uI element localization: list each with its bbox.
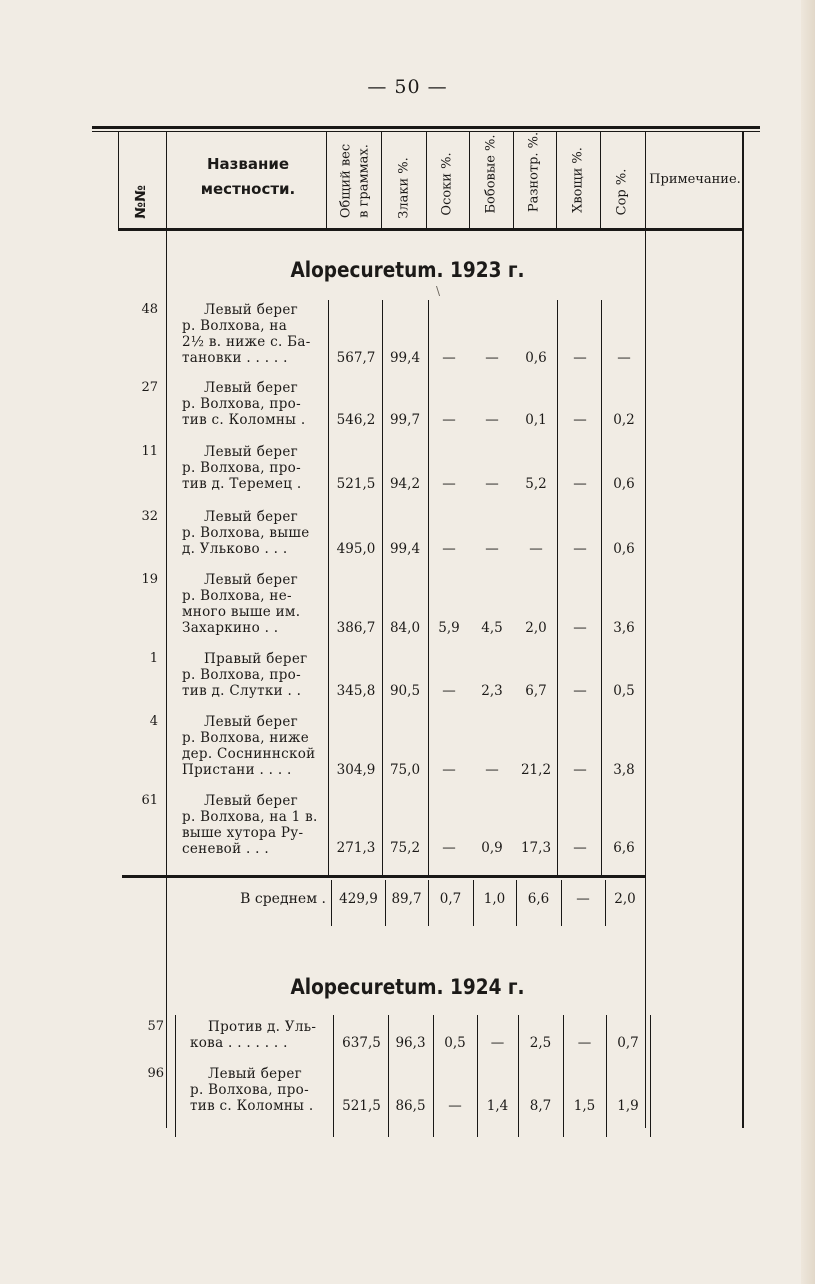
forbs-value: 5,2 (525, 476, 547, 492)
weight-value: 495,0 (336, 541, 376, 557)
page-edge (801, 0, 815, 1284)
legumes-value: — (485, 541, 499, 557)
weeds-value: 0,5 (613, 683, 635, 699)
row-number: 61 (141, 793, 158, 808)
section-title-1924: Alopecuretum. 1924 г. (290, 975, 525, 999)
page-number: — 50 — (367, 76, 448, 98)
weight-value: 521,5 (336, 476, 376, 492)
col-grasses-right-header (426, 131, 427, 231)
weeds-value: 1,9 (617, 1098, 639, 1114)
sedges-value: — (442, 840, 456, 856)
header-weight-line1: Общий вес (338, 143, 354, 219)
section2-col-nn-right (175, 1015, 176, 1137)
average-sedges: 0,7 (439, 891, 462, 907)
left-border (118, 131, 119, 231)
horsetails-value: — (577, 1035, 592, 1051)
forbs-value: 17,3 (520, 840, 552, 856)
section1-col-name-right (328, 300, 329, 875)
average-weight: 429,9 (339, 891, 378, 907)
weight-value: 546,2 (336, 412, 376, 428)
header-horsetails: Хвощи %. (570, 147, 586, 213)
row-number: 11 (141, 444, 158, 459)
weight-value: 345,8 (336, 683, 376, 699)
section2-col-name-right (333, 1015, 334, 1137)
average-forbs: 6,6 (527, 891, 550, 907)
header-forbs: Разнотр. %. (526, 131, 542, 213)
sedges-value: 5,9 (438, 620, 460, 636)
sedges-value: — (442, 541, 456, 557)
place-name: Правый берег р. Волхова, про- тив д. Слутки . . (182, 651, 308, 699)
header-nn: №№ (133, 185, 149, 219)
section1-col-forbs-right (557, 300, 558, 875)
legumes-value: 0,9 (481, 840, 503, 856)
weeds-value: 0,7 (617, 1035, 639, 1051)
forbs-value: 0,6 (525, 350, 547, 366)
weight-value: 304,9 (336, 762, 376, 778)
row-number: 32 (141, 509, 158, 524)
weight-value: 521,5 (342, 1098, 381, 1114)
col-legumes-right-header (513, 131, 514, 231)
place-name: Левый берег р. Волхова, выше д. Ульково . . . (182, 509, 310, 557)
sedges-value: — (448, 1098, 462, 1114)
row-number: 27 (141, 380, 158, 395)
row-number: 48 (141, 302, 158, 317)
grasses-value: 75,0 (389, 762, 421, 778)
col-horsetails-right-header (600, 131, 601, 231)
col-sedges-right-header (469, 131, 470, 231)
section1-col-horsetails-right (601, 300, 602, 875)
header-weight-line2: в граммах. (356, 144, 372, 218)
sedges-value: — (442, 476, 456, 492)
horsetails-value: — (573, 683, 587, 699)
section2-col-legumes-right (518, 1015, 519, 1137)
section2-col-sedges-right (477, 1015, 478, 1137)
header-name (168, 152, 328, 202)
forbs-value: 8,7 (529, 1098, 552, 1114)
grasses-value: 96,3 (395, 1035, 426, 1051)
grasses-value: 94,2 (389, 476, 421, 492)
header-sedges: Осоки %. (439, 152, 455, 216)
header-weeds: Сор %. (614, 168, 630, 216)
row-number: 19 (141, 572, 158, 587)
legumes-value: — (485, 762, 499, 778)
weeds-value: 6,6 (613, 840, 635, 856)
col-weight-right-header (381, 131, 382, 231)
place-name: Левый берег р. Волхова, не- много выше им. Захаркино . . (182, 572, 301, 636)
header-grasses: Злаки %. (396, 157, 412, 219)
place-name: Левый берег р. Волхова, на 1 в. выше хутора Ру- сеневой . . . (182, 793, 318, 857)
sedges-value: — (442, 350, 456, 366)
weight-value: 271,3 (336, 840, 376, 856)
forbs-value: 2,0 (525, 620, 547, 636)
row-number: 4 (149, 714, 158, 729)
legumes-value: 2,3 (481, 683, 503, 699)
section-title-1923: Alopecuretum. 1923 г. (290, 258, 525, 282)
header-name-line1: Название (206, 155, 290, 173)
average-label: В среднем . (240, 891, 326, 907)
section2-col-weeds-right (650, 1015, 651, 1137)
grasses-value: 75,2 (389, 840, 421, 856)
header-name-line2: местности. (200, 180, 296, 198)
average-top-rule (122, 875, 646, 878)
weeds-value: 0,6 (613, 541, 635, 557)
header-bottom-rule (118, 228, 742, 231)
place-name: Левый берег р. Волхова, про- тив д. Теремец . (182, 444, 302, 492)
row-number: 96 (147, 1066, 164, 1081)
forbs-value: 2,5 (529, 1035, 552, 1051)
grasses-value: 86,5 (395, 1098, 426, 1114)
place-name: Левый берег р. Волхова, про- тив с. Коломны . (182, 380, 306, 428)
place-name: Левый берег р. Волхова, про- тив с. Коломны . (190, 1066, 314, 1114)
average-legumes: 1,0 (483, 891, 506, 907)
weeds-value: 3,6 (613, 620, 635, 636)
forbs-value: 21,2 (520, 762, 552, 778)
sedges-value: — (442, 762, 456, 778)
weeds-value: 0,2 (613, 412, 635, 428)
horsetails-value: — (573, 412, 587, 428)
grasses-value: 99,4 (389, 350, 421, 366)
horsetails-value: — (573, 620, 587, 636)
section2-col-grasses-right (433, 1015, 434, 1137)
legumes-value: — (485, 476, 499, 492)
row-number: 1 (149, 651, 158, 666)
col-forbs-right-header (556, 131, 557, 231)
legumes-value: 4,5 (481, 620, 503, 636)
row-number: 57 (147, 1019, 164, 1034)
legumes-value: — (485, 350, 499, 366)
section1-col-grasses-right (428, 300, 429, 875)
place-name: Левый берег р. Волхова, на 2½ в. ниже с. Ба- тановки . . . . . (182, 302, 311, 366)
horsetails-value: — (573, 762, 587, 778)
stray-mark: \ (436, 284, 441, 298)
weeds-value: 3,8 (613, 762, 635, 778)
average-weeds: 2,0 (614, 891, 636, 907)
section2-col-horsetails-right (606, 1015, 607, 1137)
section2-col-forbs-right (563, 1015, 564, 1137)
weeds-value: — (617, 350, 631, 366)
sedges-value: — (442, 683, 456, 699)
section2-col-weight-right (388, 1015, 389, 1137)
header-note: Примечание. (649, 172, 741, 187)
legumes-value: — (485, 412, 499, 428)
weight-value: 567,7 (336, 350, 376, 366)
section1-col-weight-right (382, 300, 383, 875)
horsetails-value: 1,5 (573, 1098, 596, 1114)
weight-value: 386,7 (336, 620, 376, 636)
grasses-value: 84,0 (389, 620, 421, 636)
place-name: Левый берег р. Волхова, ниже дер. Сосниннской Пристани . . . . (182, 714, 316, 778)
average-horsetails: — (576, 891, 590, 907)
horsetails-value: — (573, 840, 587, 856)
sedges-value: 0,5 (444, 1035, 466, 1051)
legumes-value: 1,4 (486, 1098, 509, 1114)
grasses-value: 99,7 (389, 412, 421, 428)
horsetails-value: — (573, 476, 587, 492)
header-legumes: Бобовые %. (483, 134, 499, 214)
horsetails-value: — (573, 350, 587, 366)
legumes-value: — (490, 1035, 505, 1051)
grasses-value: 90,5 (389, 683, 421, 699)
forbs-value: 0,1 (525, 412, 547, 428)
average-grasses: 89,7 (391, 891, 422, 907)
grasses-value: 99,4 (389, 541, 421, 557)
forbs-value: — (529, 541, 543, 557)
place-name: Против д. Уль- кова . . . . . . . (190, 1019, 317, 1051)
horsetails-value: — (573, 541, 587, 557)
sedges-value: — (442, 412, 456, 428)
top-rule-thick (92, 126, 760, 129)
weight-value: 637,5 (342, 1035, 381, 1051)
weeds-value: 0,6 (613, 476, 635, 492)
forbs-value: 6,7 (525, 683, 547, 699)
